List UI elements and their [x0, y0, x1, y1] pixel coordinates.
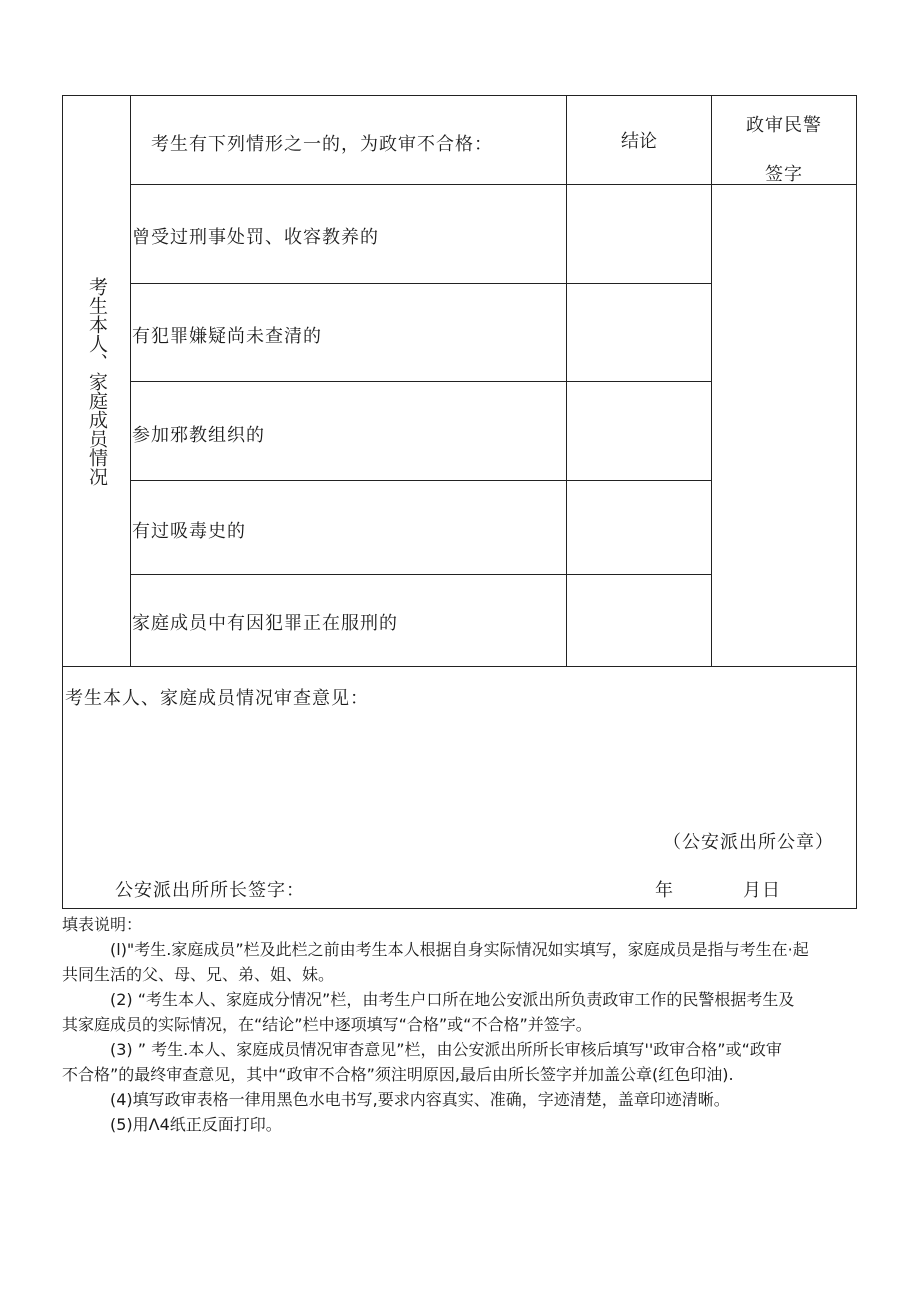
seal-label: （公安派出所公章） [663, 832, 834, 853]
note-item: 不合格”的最终审查意见，其中“政审不合格”须注明原因,最后由所长签字并加盖公章(红色印油). [62, 1065, 734, 1084]
conclusion-cell[interactable] [567, 481, 711, 574]
side-label-cell [63, 96, 131, 666]
note-item: (5)用Λ4纸正反面打印。 [110, 1115, 282, 1134]
header-police-line1: 政审民警 [746, 115, 822, 136]
opinion-area[interactable] [63, 716, 857, 826]
note-item: (2) “考生本人、家庭成分情况”栏，由考生户口所在地公安派出所负责政审工作的民警根据考生及 [110, 990, 795, 1009]
grid-line [63, 666, 857, 667]
conclusion-cell[interactable] [567, 284, 711, 381]
header-conclusion: 结论 [621, 131, 657, 152]
month-day-label: 月日 [743, 880, 781, 901]
header-criteria: 考生有下列情形之一的，为政审不合格： [151, 134, 493, 155]
note-item: 其家庭成员的实际情况，在“结论”栏中逐项填写“合格”或“不合格”并签字。 [62, 1015, 592, 1034]
form-notes [62, 912, 862, 1137]
note-item: (l)"考生.家庭成员”栏及此栏之前由考生本人根据自身实际情况如实填写，家庭成员是指与考生在·起 [110, 940, 809, 959]
conclusion-cell[interactable] [567, 185, 711, 283]
criteria-row: 有犯罪嫌疑尚未查清的 [132, 326, 322, 347]
conclusion-cell[interactable] [567, 575, 711, 666]
police-signature-cell[interactable] [712, 185, 857, 666]
director-signature-label: 公安派出所所长签字： [115, 880, 305, 901]
political-review-form-table [62, 95, 857, 909]
side-label: 考生本人、家庭成员情况 [86, 276, 108, 486]
note-item: (4)填写政审表格一律用黑色水电书写,要求内容真实、准确，字迹清楚，盖章印迹清晰。 [110, 1090, 730, 1109]
conclusion-cell[interactable] [567, 382, 711, 480]
year-label: 年 [655, 880, 674, 901]
opinion-label: 考生本人、家庭成员情况审查意见： [65, 688, 369, 709]
notes-title: 填表说明： [62, 915, 143, 934]
criteria-row: 参加邪教组织的 [132, 425, 265, 446]
criteria-row: 家庭成员中有因犯罪正在服刑的 [132, 613, 398, 634]
criteria-row: 有过吸毒史的 [132, 521, 246, 542]
note-item: 共同生活的父、母、兄、弟、姐、妹。 [62, 965, 335, 984]
header-police-line2: 签字 [765, 164, 803, 185]
note-item: (3) ” 考生.本人、家庭成员情况审杳意见”栏，由公安派出所所长审核后填写''政审合格”或“政审 [110, 1040, 782, 1059]
criteria-row: 曾受过刑事处罚、收容教养的 [132, 227, 379, 248]
